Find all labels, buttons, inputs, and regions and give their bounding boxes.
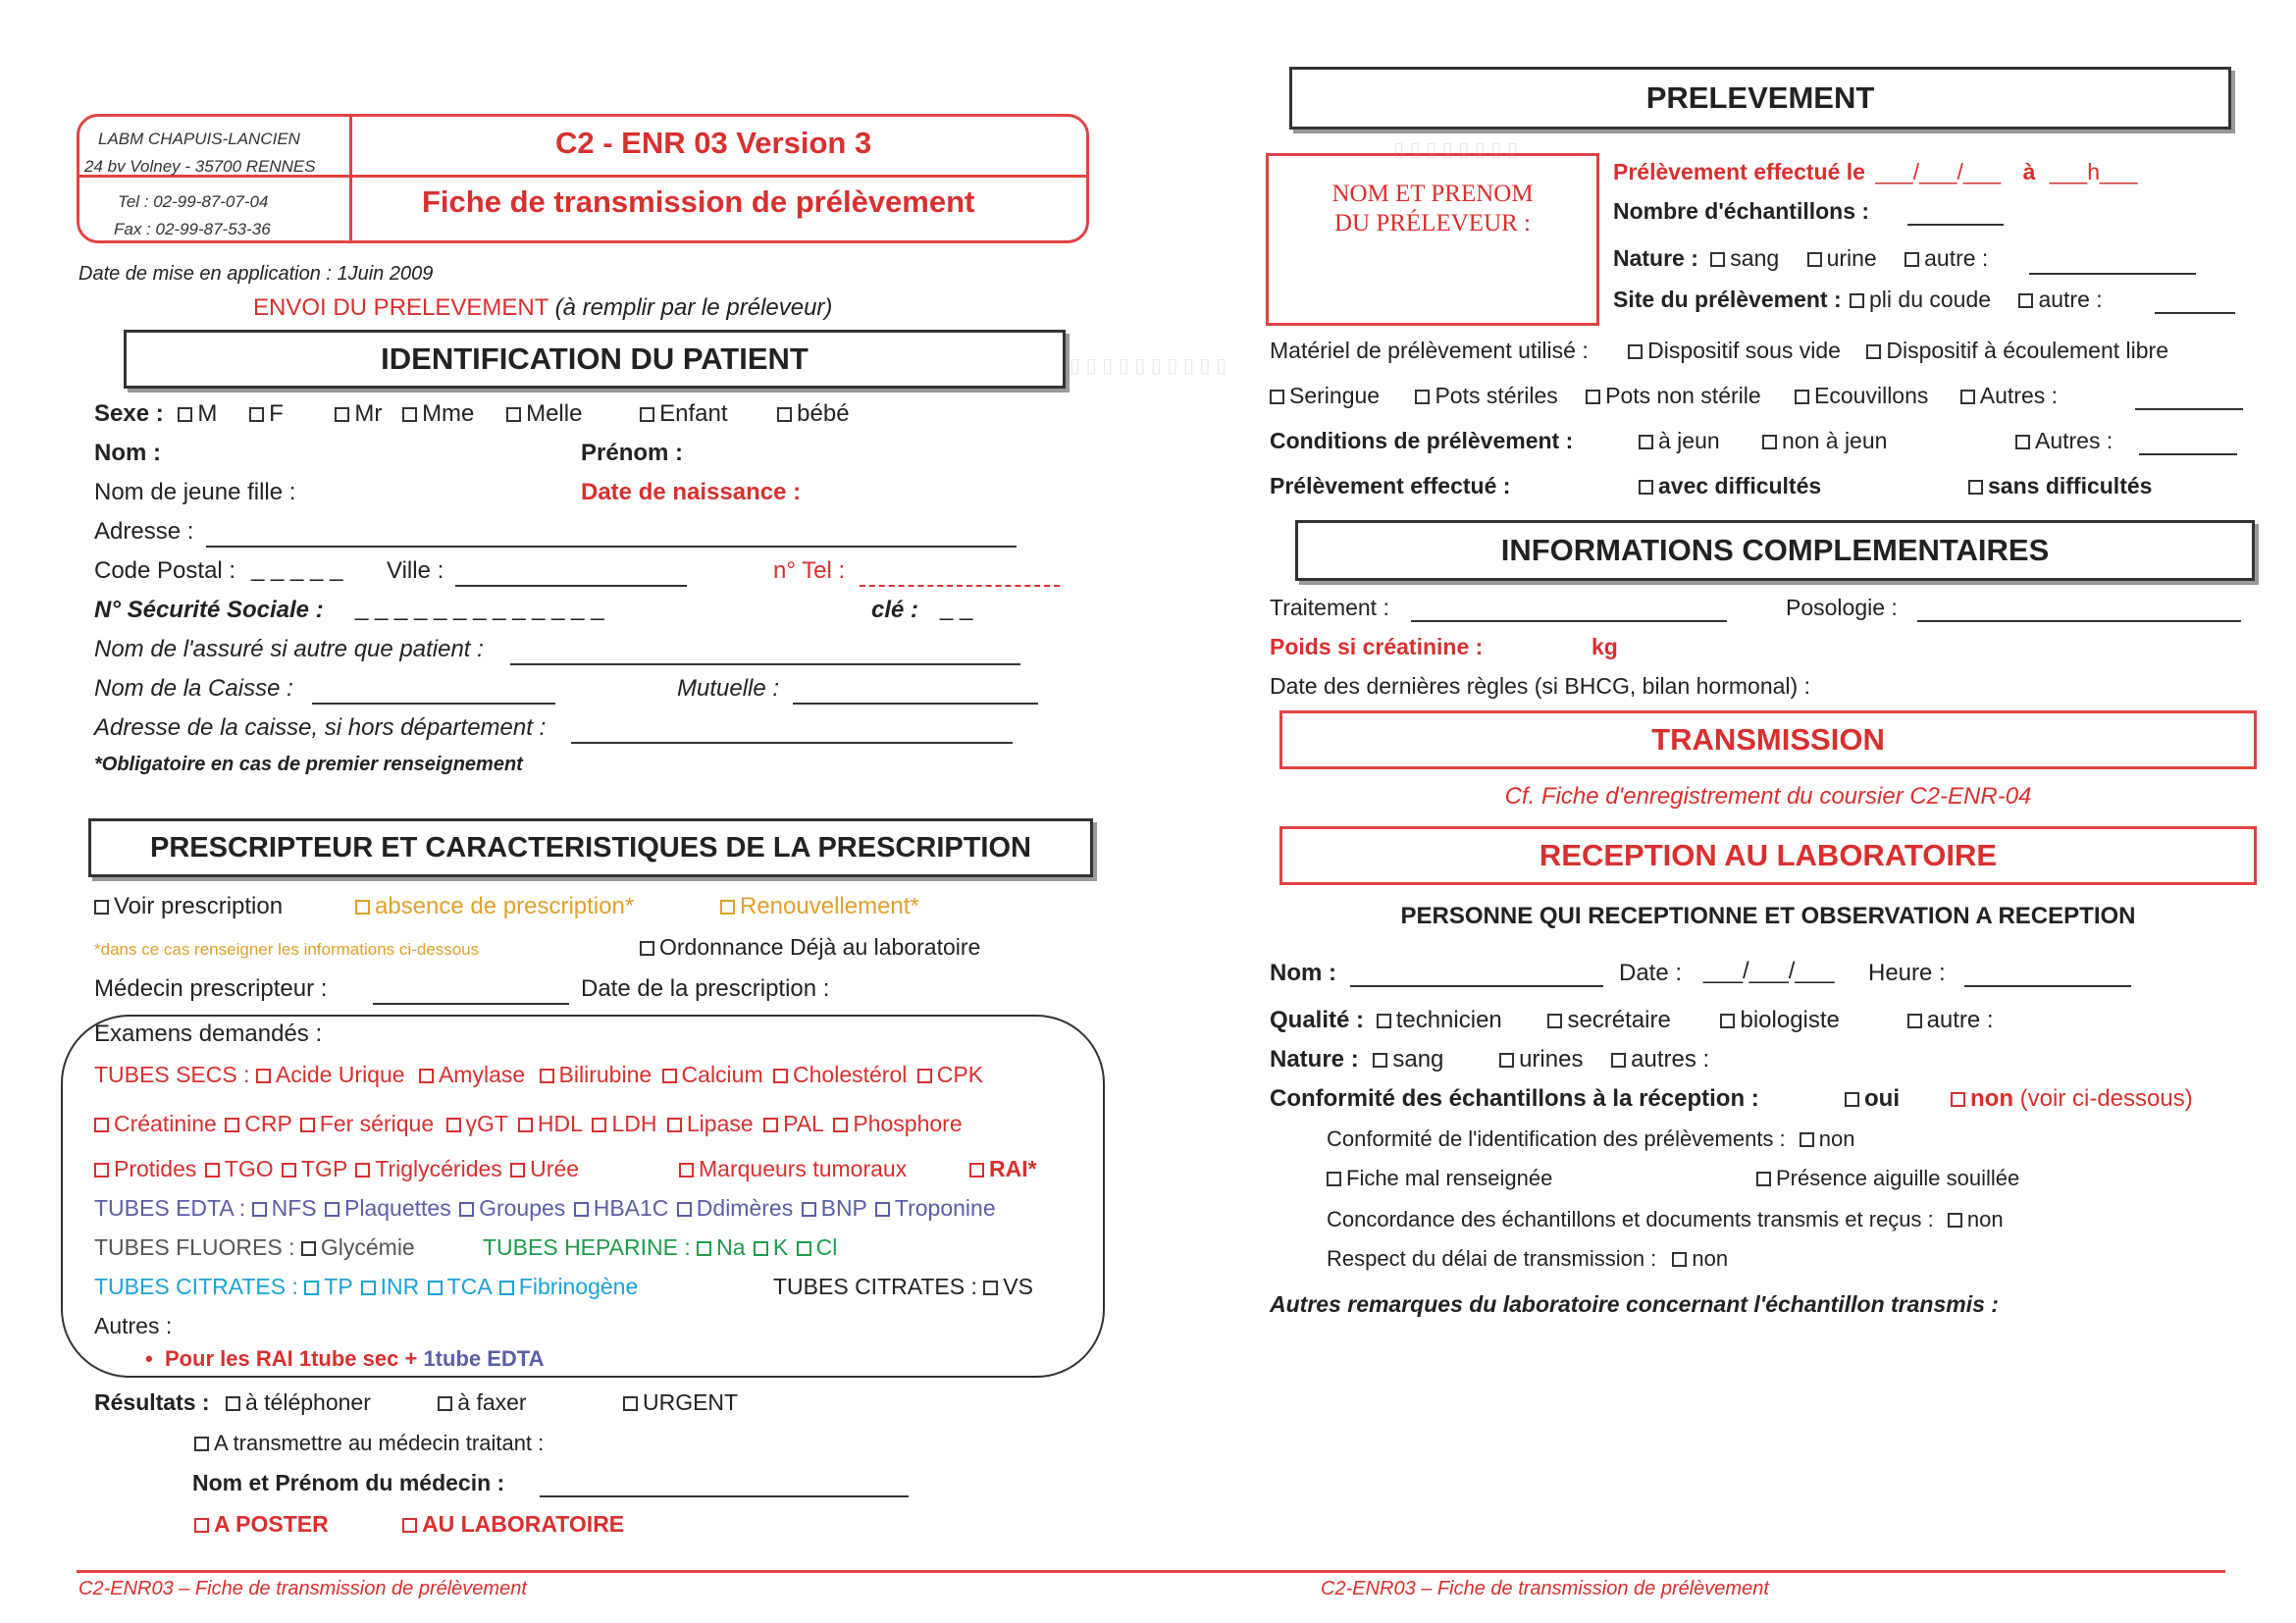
assure-field[interactable] — [510, 663, 1020, 665]
renouvellement-checkbox[interactable]: Renouvellement* — [720, 893, 919, 920]
qualite-biologiste-checkbox[interactable]: biologiste — [1720, 1007, 1839, 1033]
infos-section-title: INFORMATIONS COMPLEMENTAIRES — [1295, 520, 2255, 581]
sans-difficultes-checkbox[interactable]: sans difficultés — [1968, 473, 2152, 499]
prenom-label: Prénom : — [581, 440, 684, 466]
date-naissance-label: Date de naissance : — [581, 479, 802, 505]
conformite-non-checkbox[interactable]: non (voir ci-dessous) — [1951, 1085, 2193, 1113]
avec-difficultes-checkbox[interactable]: avec difficultés — [1639, 473, 1821, 499]
exam-uree[interactable]: Urée — [510, 1156, 579, 1181]
prelevement-effectue-label: Prélèvement effectué : — [1270, 473, 1511, 498]
transmettre-checkbox[interactable]: A transmettre au médecin traitant : — [194, 1431, 544, 1456]
caisse-field[interactable] — [312, 703, 555, 705]
exam-cpk[interactable]: CPK — [917, 1062, 983, 1087]
condition-autres-checkbox[interactable]: Autres : — [2015, 428, 2113, 454]
bleed-through-text: ▯ ▯ ▯ ▯ ▯ ▯ ▯ ▯ ▯ ▯ — [1070, 355, 1227, 377]
exam-tgo[interactable]: TGO — [205, 1156, 274, 1181]
exam-glycemie[interactable]: Glycémie — [301, 1234, 415, 1260]
a-poster-checkbox[interactable]: A POSTER — [194, 1511, 329, 1538]
nom-medecin-label: Nom et Prénom du médecin : — [192, 1470, 505, 1495]
nature-autre-field[interactable] — [2029, 273, 2196, 275]
footer-rule — [77, 1570, 2225, 1573]
materiel-ecoulement-libre-checkbox[interactable]: Dispositif à écoulement libre — [1866, 338, 2168, 363]
resultats-faxer-checkbox[interactable]: à faxer — [438, 1389, 526, 1415]
date-application: Date de mise en application : 1Juin 2009 — [78, 263, 434, 285]
regles-label: Date des dernières règles (si BHCG, bilan hormonal) : — [1270, 673, 1810, 699]
exam-plaquettes[interactable]: Plaquettes — [325, 1195, 451, 1221]
concordance-non-checkbox[interactable]: non — [1948, 1207, 2004, 1231]
concordance-row: Concordance des échantillons et documents transmis et reçus : non — [1327, 1207, 2004, 1231]
nature-urine-checkbox[interactable]: urine — [1807, 245, 1877, 271]
materiel-ecouvillons-checkbox[interactable]: Ecouvillons — [1795, 383, 1928, 408]
bebe-checkbox[interactable]: bébé — [777, 400, 849, 427]
materiel-seringue-checkbox[interactable]: Seringue — [1270, 383, 1380, 408]
exam-amylase[interactable]: Amylase — [419, 1062, 525, 1087]
prescription-note: *dans ce cas renseigner les informations ci-dessous — [94, 940, 480, 959]
exam-cl[interactable]: Cl — [797, 1234, 838, 1260]
lab-fax: Fax : 02-99-87-53-36 — [114, 220, 271, 238]
examens-label: Examens demandés : — [94, 1021, 323, 1047]
exam-calcium[interactable]: Calcium — [662, 1062, 763, 1087]
site-autre-checkbox[interactable]: autre : — [2018, 287, 2102, 312]
prescripteur-section-title: PRESCRIPTEUR ET CARACTERISTIQUES DE LA PRESCRIPTION — [88, 818, 1093, 877]
reception-nature-urines-checkbox[interactable]: urines — [1499, 1046, 1583, 1073]
transmission-title: TRANSMISSION — [1651, 722, 1885, 757]
medecin-label: Médecin prescripteur : — [94, 975, 328, 1002]
civilite-mme-checkbox[interactable]: Mme — [402, 400, 474, 427]
tubes-secs-row-1: TUBES SECS : Acide Urique Amylase Bilirubine Calcium Cholestérol CPK — [94, 1062, 984, 1087]
nature-row: Nature : sang urine autre : — [1613, 245, 1989, 271]
nom-label: Nom : — [94, 440, 161, 466]
date-prescription-label: Date de la prescription : — [581, 975, 830, 1002]
effectue-heure-field[interactable]: ___h___ — [2049, 159, 2138, 184]
poids-unit: kg — [1592, 634, 1618, 659]
exam-crp[interactable]: CRP — [225, 1111, 291, 1136]
exam-cholesterol[interactable]: Cholestérol — [773, 1062, 907, 1087]
exam-inr[interactable]: INR — [361, 1274, 420, 1299]
doc-code: C2 - ENR 03 Version 3 — [555, 126, 872, 160]
materiel-row-2 — [1270, 383, 2058, 409]
nom-medecin-field[interactable] — [540, 1495, 909, 1497]
rai-note: • Pour les RAI 1tube sec + 1tube EDTA — [145, 1346, 545, 1371]
sexe-m-checkbox[interactable]: M — [178, 400, 217, 427]
tubes-citrates-row: TUBES CITRATES : TP INR TCA Fibrinogène — [94, 1274, 639, 1299]
obligatoire-note: *Obligatoire en cas de premier renseignement — [94, 754, 523, 775]
exam-fer-serique[interactable]: Fer sérique — [300, 1111, 434, 1136]
secu-field[interactable]: _ _ _ _ _ _ _ _ _ _ _ _ _ — [355, 595, 604, 621]
exam-hba1c[interactable]: HBA1C — [574, 1195, 669, 1221]
nb-echantillons-field[interactable] — [1907, 224, 2004, 226]
code-postal-field[interactable]: _ _ _ _ _ — [251, 555, 343, 582]
reception-nature-row: Nature : sang urines autres : — [1270, 1046, 1710, 1073]
exam-troponine[interactable]: Troponine — [875, 1195, 996, 1221]
medecin-field[interactable] — [373, 1003, 569, 1005]
au-laboratoire-checkbox[interactable]: AU LABORATOIRE — [402, 1511, 624, 1538]
tel-label: n° Tel : — [773, 557, 846, 584]
tubes-secs-row-3 — [94, 1156, 579, 1182]
adresse-field[interactable] — [206, 546, 1017, 548]
sexe-f-checkbox[interactable]: F — [249, 400, 284, 427]
ordonnance-checkbox[interactable]: Ordonnance Déjà au laboratoire — [640, 934, 980, 961]
materiel-autres-field[interactable] — [2135, 408, 2243, 410]
exam-bilirubine[interactable]: Bilirubine — [540, 1062, 652, 1087]
bleed-through-text: ▯ ▯ ▯ ▯ ▯ ▯ ▯ ▯ — [1393, 139, 1518, 161]
traitement-field[interactable] — [1411, 620, 1727, 622]
conformite-oui-checkbox[interactable]: oui — [1845, 1085, 1900, 1113]
exam-pal[interactable]: PAL — [763, 1111, 823, 1136]
effectue-le-row: Prélèvement effectué le ___/___/___ à ___h___ — [1613, 159, 2138, 184]
exam-protides[interactable]: Protides — [94, 1156, 196, 1181]
prelevement-section-title: PRELEVEMENT — [1289, 67, 2231, 130]
enfant-checkbox[interactable]: Enfant — [640, 400, 727, 427]
site-autre-field[interactable] — [2155, 312, 2235, 314]
resultats-row: Résultats : à téléphoner à faxer URGENT — [94, 1389, 739, 1415]
footer-right: C2-ENR03 – Fiche de transmission de prélèvement — [1321, 1578, 1769, 1599]
nom-jeune-fille-label: Nom de jeune fille : — [94, 479, 296, 505]
reception-subtitle: PERSONNE QUI RECEPTIONNE ET OBSERVATION A RECEPTION — [1400, 903, 2136, 929]
reception-heure-label: Heure : — [1868, 960, 1946, 986]
exam-nfs[interactable]: NFS — [252, 1195, 317, 1221]
doc-title: Fiche de transmission de prélèvement — [422, 184, 975, 219]
exam-fibrinogene[interactable]: Fibrinogène — [499, 1274, 638, 1299]
posologie-label: Posologie : — [1786, 595, 1898, 620]
assure-label: Nom de l'assuré si autre que patient : — [94, 636, 484, 662]
cle-label: clé : — [871, 597, 919, 623]
exam-acide-urique[interactable]: Acide Urique — [256, 1062, 405, 1087]
reception-nom-field[interactable] — [1350, 985, 1603, 987]
resultats-telephoner-checkbox[interactable]: à téléphoner — [226, 1389, 371, 1415]
header-divider — [349, 114, 352, 243]
condition-autres-field[interactable] — [2139, 453, 2237, 455]
ville-field[interactable] — [455, 585, 687, 587]
materiel-row-1: Matériel de prélèvement utilisé : Dispositif sous vide Dispositif à écoulement libre — [1270, 338, 2168, 363]
conditions-label: Conditions de prélèvement : — [1270, 428, 1574, 453]
lab-name: LABM CHAPUIS-LANCIEN — [98, 130, 300, 148]
absence-prescription-checkbox[interactable]: absence de prescription* — [355, 893, 634, 920]
aiguille-souillee-checkbox[interactable]: Présence aiguille souillée — [1756, 1166, 2019, 1191]
lab-tel: Tel : 02-99-87-07-04 — [118, 192, 269, 211]
envoi-line — [253, 294, 832, 322]
reception-nature-sang-checkbox[interactable]: sang — [1373, 1046, 1443, 1073]
remarques-label: Autres remarques du laboratoire concernant l'échantillon transmis : — [1270, 1291, 1999, 1317]
reception-title: RECEPTION AU LABORATOIRE — [1539, 838, 1998, 872]
nb-echantillons-label: Nombre d'échantillons : — [1613, 198, 1870, 224]
condition-non-a-jeun-checkbox[interactable]: non à jeun — [1762, 428, 1887, 454]
tubes-edta-row: TUBES EDTA : NFS Plaquettes Groupes HBA1C Ddimères BNP Troponine — [94, 1195, 996, 1221]
conformite-label: Conformité des échantillons à la réception : — [1270, 1085, 1759, 1112]
exam-vs[interactable]: VS — [983, 1274, 1033, 1299]
materiel-pots-non-sterile-checkbox[interactable]: Pots non stérile — [1586, 383, 1761, 408]
qualite-technicien-checkbox[interactable]: technicien — [1377, 1007, 1502, 1033]
respect-delai-non-checkbox[interactable]: non — [1672, 1246, 1728, 1271]
preleveur-label-1: NOM ET PRENOM — [1331, 181, 1534, 207]
mutuelle-label: Mutuelle : — [677, 675, 780, 702]
materiel-sous-vide-checkbox[interactable]: Dispositif sous vide — [1628, 338, 1841, 363]
effectue-date-field[interactable]: ___/___/___ — [1875, 159, 2002, 184]
reception-heure-field[interactable] — [1964, 985, 2131, 987]
exam-creatinine[interactable]: Créatinine — [94, 1111, 217, 1136]
nature-sang-checkbox[interactable]: sang — [1710, 245, 1779, 271]
condition-a-jeun-checkbox[interactable]: à jeun — [1639, 428, 1720, 454]
civilite-mr-checkbox[interactable]: Mr — [335, 400, 382, 427]
exam-bnp[interactable]: BNP — [802, 1195, 867, 1221]
poids-label: Poids si créatinine : — [1270, 634, 1484, 659]
adresse-caisse-label: Adresse de la caisse, si hors département : — [94, 714, 547, 741]
materiel-pots-steriles-checkbox[interactable]: Pots stériles — [1415, 383, 1557, 408]
materiel-autres-checkbox[interactable]: Autres : — [1960, 383, 2058, 408]
voir-prescription-checkbox[interactable]: Voir prescription — [94, 893, 283, 920]
sexe-row: Sexe : M F Mr Mme Melle Enfant bébé — [94, 400, 850, 427]
exam-k[interactable]: K — [754, 1234, 788, 1260]
exam-na[interactable]: Na — [697, 1234, 745, 1260]
exam-triglycerides[interactable]: Triglycérides — [355, 1156, 502, 1181]
exam-groupes[interactable]: Groupes — [459, 1195, 565, 1221]
reception-date-field[interactable]: ___/___/___ — [1703, 958, 1835, 984]
respect-delai-row: Respect du délai de transmission : non — [1327, 1246, 1729, 1271]
exam-rai[interactable]: RAI* — [969, 1156, 1037, 1182]
tubes-secs-row-2 — [94, 1111, 963, 1137]
conf-identification-row: Conformité de l'identification des prélèvements : non — [1327, 1126, 1855, 1151]
conf-identification-non-checkbox[interactable]: non — [1800, 1126, 1855, 1151]
code-postal-label: Code Postal : — [94, 557, 236, 584]
tel-field[interactable] — [860, 585, 1060, 587]
tubes-fluores-row: TUBES FLUORES : Glycémie — [94, 1234, 415, 1260]
site-row: Site du prélèvement : pli du coude autre : — [1613, 287, 2103, 312]
exam-tgp[interactable]: TGP — [282, 1156, 347, 1181]
qualite-secretaire-checkbox[interactable]: secrétaire — [1547, 1007, 1670, 1033]
exam-ggt[interactable]: γGT — [446, 1111, 508, 1136]
caisse-label: Nom de la Caisse : — [94, 675, 293, 702]
envoi-note: (à remplir par le préleveur) — [554, 294, 833, 321]
qualite-row: Qualité : technicien secrétaire biologiste autre : — [1270, 1007, 1994, 1033]
exam-ldh[interactable]: LDH — [592, 1111, 656, 1136]
adresse-label: Adresse : — [94, 518, 194, 545]
civilite-melle-checkbox[interactable]: Melle — [506, 400, 582, 427]
patient-section-title: IDENTIFICATION DU PATIENT — [124, 330, 1066, 389]
secu-label: N° Sécurité Sociale : — [94, 597, 324, 623]
reception-nom-label: Nom : — [1270, 960, 1336, 986]
reception-date-label: Date : — [1619, 960, 1683, 986]
tubes-citrates-vs-row: TUBES CITRATES : VS — [773, 1274, 1033, 1299]
nature-autre-checkbox[interactable]: autre : — [1905, 245, 1988, 271]
preleveur-label-2: DU PRÉLEVEUR : — [1334, 210, 1531, 236]
site-pli-coude-checkbox[interactable]: pli du coude — [1850, 287, 1991, 312]
tubes-heparine-row: TUBES HEPARINE : Na K Cl — [483, 1234, 838, 1260]
reception-nature-autres-checkbox[interactable]: autres : — [1611, 1046, 1709, 1073]
autres-label: Autres : — [94, 1313, 173, 1338]
transmission-note: Cf. Fiche d'enregistrement du coursier C2-ENR-04 — [1504, 783, 2032, 810]
exam-phosphore[interactable]: Phosphore — [833, 1111, 962, 1136]
lab-address: 24 bv Volney - 35700 RENNES — [84, 157, 316, 176]
resultats-urgent-checkbox[interactable]: URGENT — [623, 1389, 738, 1415]
adresse-caisse-field[interactable] — [571, 742, 1013, 744]
exam-marqueurs-tumoraux[interactable]: Marqueurs tumoraux — [679, 1156, 907, 1182]
exam-tp[interactable]: TP — [304, 1274, 352, 1299]
preleveur-box[interactable] — [1266, 153, 1599, 326]
mutuelle-field[interactable] — [793, 703, 1038, 705]
traitement-label: Traitement : — [1270, 595, 1389, 620]
cle-field[interactable]: _ _ — [940, 595, 973, 621]
ville-label: Ville : — [387, 557, 444, 584]
envoi-label: ENVOI DU PRELEVEMENT — [253, 294, 548, 321]
exam-hdl[interactable]: HDL — [518, 1111, 582, 1136]
exam-lipase[interactable]: Lipase — [667, 1111, 754, 1136]
posologie-field[interactable] — [1917, 620, 2241, 622]
footer-left: C2-ENR03 – Fiche de transmission de prélèvement — [78, 1578, 527, 1599]
fiche-mal-renseignee-checkbox[interactable]: Fiche mal renseignée — [1327, 1166, 1552, 1191]
exam-tca[interactable]: TCA — [428, 1274, 492, 1299]
qualite-autre-checkbox[interactable]: autre : — [1907, 1007, 1994, 1033]
exam-ddimeres[interactable]: Ddimères — [677, 1195, 793, 1221]
